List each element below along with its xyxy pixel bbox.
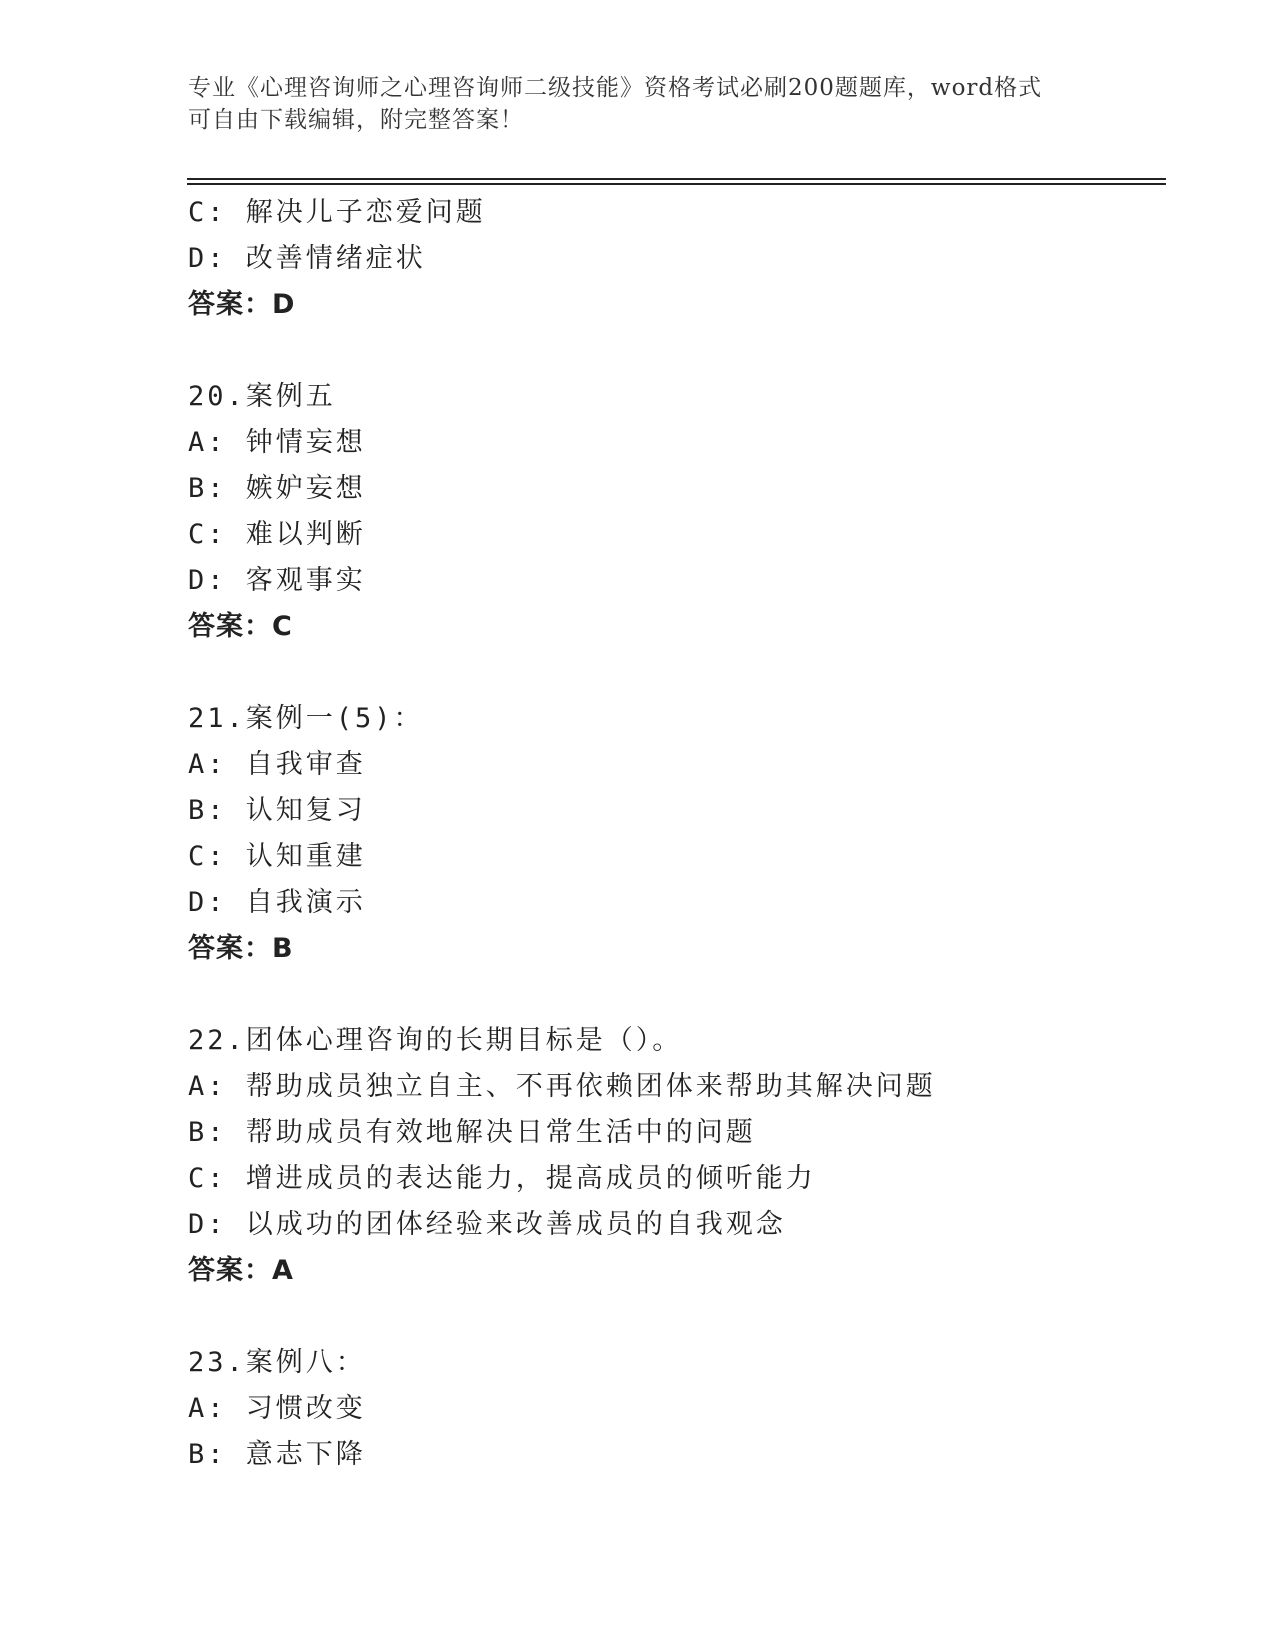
- spacer: [188, 972, 1168, 1018]
- question-title: 23.案例八：: [188, 1347, 366, 1378]
- header-line-2: 可自由下载编辑，附完整答案！: [188, 107, 524, 133]
- question-22: [188, 1018, 1168, 1294]
- option-b: B: 意志下降: [188, 1439, 366, 1470]
- option-d: D: 以成功的团体经验来改善成员的自我观念: [188, 1209, 786, 1240]
- question-title: 20.案例五: [188, 381, 336, 412]
- answer-line: 答案：D: [188, 289, 296, 320]
- option-c: C: 认知重建: [188, 841, 366, 872]
- option-a: A: 自我审查: [188, 749, 366, 780]
- question-21: [188, 696, 1168, 972]
- answer-line: 答案：C: [188, 611, 293, 642]
- question-23: [188, 1340, 1168, 1478]
- option-d: D: 客观事实: [188, 565, 366, 596]
- question-19-fragment: [188, 190, 1168, 328]
- question-20: [188, 374, 1168, 650]
- question-list: [188, 190, 1168, 1478]
- option-b: B: 认知复习: [188, 795, 366, 826]
- option-b: B: 嫉妒妄想: [188, 473, 366, 504]
- spacer: [188, 1294, 1168, 1340]
- option-b: B: 帮助成员有效地解决日常生活中的问题: [188, 1117, 756, 1148]
- header-divider-top: [187, 178, 1166, 180]
- document-header: [188, 72, 1088, 136]
- question-title: 22.团体心理咨询的长期目标是（）。: [188, 1025, 683, 1056]
- option-a: A: 习惯改变: [188, 1393, 366, 1424]
- option-d: D: 自我演示: [188, 887, 366, 918]
- answer-line: 答案：B: [188, 933, 294, 964]
- header-line-1: 专业《心理咨询师之心理咨询师二级技能》资格考试必刷200题题库，word格式: [188, 75, 1043, 101]
- header-divider-bottom: [187, 183, 1166, 185]
- spacer: [188, 328, 1168, 374]
- option-a: A: 帮助成员独立自主、不再依赖团体来帮助其解决问题: [188, 1071, 936, 1102]
- question-title: 21.案例一(5)：: [188, 703, 424, 734]
- option-c: C: 解决儿子恋爱问题: [188, 197, 486, 228]
- option-c: C: 难以判断: [188, 519, 366, 550]
- answer-line: 答案：A: [188, 1255, 294, 1286]
- option-a: A: 钟情妄想: [188, 427, 366, 458]
- option-c: C: 增进成员的表达能力，提高成员的倾听能力: [188, 1163, 816, 1194]
- spacer: [188, 650, 1168, 696]
- option-d: D: 改善情绪症状: [188, 243, 426, 274]
